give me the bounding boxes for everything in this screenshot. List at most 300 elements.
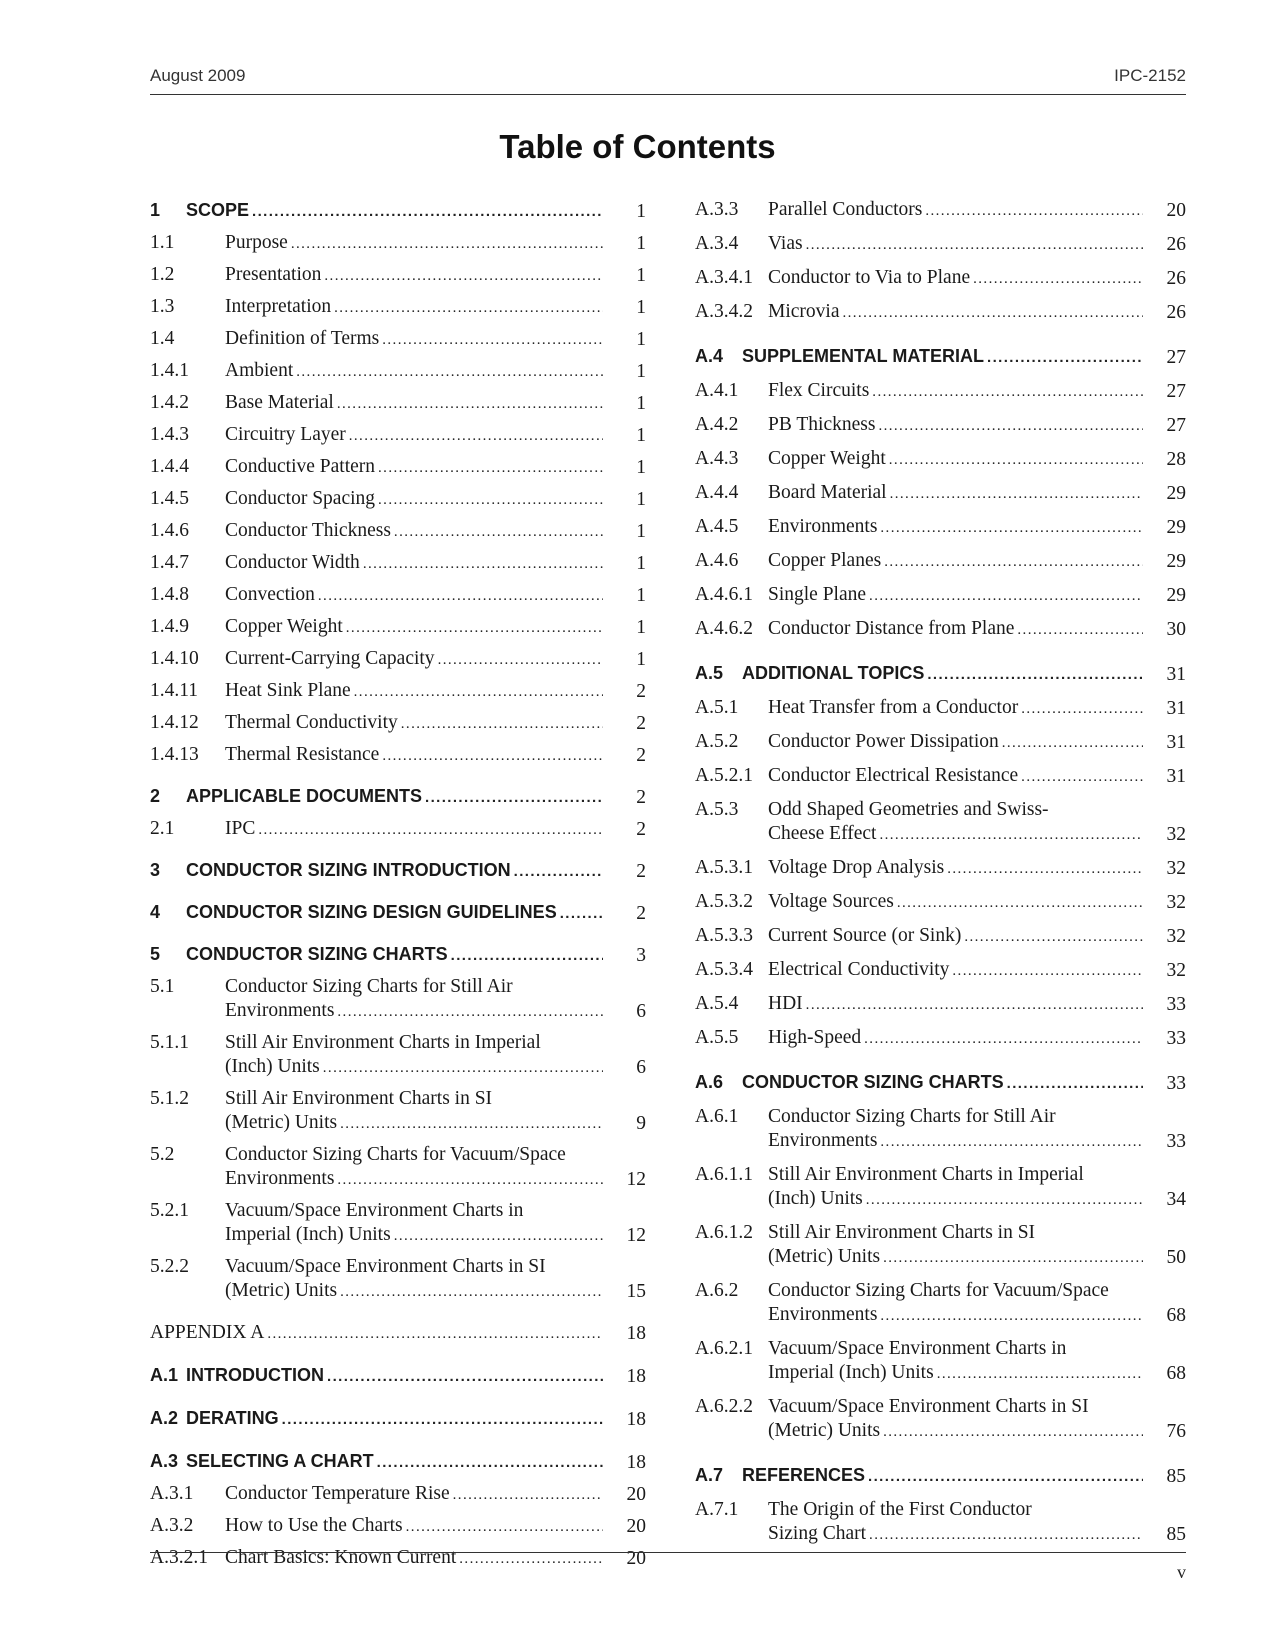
header-date: August 2009 [150,66,246,85]
entry-title [225,711,646,736]
footer-rule [150,1552,1186,1553]
toc-entry[interactable] [695,266,1186,291]
dot-leader [884,550,1143,574]
title-line [768,1419,1146,1444]
toc-right-column [695,198,1186,1547]
entry-title [186,198,646,224]
toc-entry[interactable] [150,359,646,384]
section-number: 1.4.3 [150,424,189,445]
page-ref: 12 [626,1169,646,1190]
toc-entry[interactable] [150,1546,646,1571]
entry-title [225,423,646,448]
section-number: 2.1 [150,818,175,839]
toc-entry[interactable] [150,519,646,544]
section-number: A.4.6 [695,550,739,571]
section-number: A.5.4 [695,993,739,1014]
entry-title [768,958,1186,983]
entry-title [186,784,646,810]
toc-entry[interactable] [150,1363,646,1389]
title-text: PB Thickness [768,414,876,435]
section-number: 5.1 [150,976,175,997]
title-text: ADDITIONAL TOPICS [742,663,925,683]
title-line [742,661,1146,687]
toc-entry[interactable] [695,300,1186,325]
title-text: Copper Planes [768,550,882,571]
section-number: A.2 [150,1408,179,1428]
section-number: A.4.3 [695,448,739,469]
dot-leader [337,1000,603,1024]
section-number: 5.2.2 [150,1256,189,1277]
toc-entry[interactable] [150,679,646,704]
entry-title [225,1031,646,1080]
title-text: Conductor Electrical Resistance [768,765,1019,786]
dot-leader [514,860,603,884]
title-line [768,696,1146,721]
page-ref: 18 [626,1366,646,1387]
title-text: Heat Sink Plane [225,680,351,701]
page-ref: 2 [636,861,646,882]
title-text: Conductor Width [225,552,360,573]
toc-entry[interactable] [695,617,1186,642]
title-text: REFERENCES [742,1465,866,1485]
entry-title [768,992,1186,1017]
title-line [742,1070,1146,1096]
section-number: 1.4.6 [150,520,189,541]
title-text: Environments [768,516,878,537]
entry-title [225,263,646,288]
page-ref: 32 [1166,858,1186,879]
title-line [768,1522,1146,1547]
title-line [768,1498,1146,1522]
title-line [225,1031,606,1055]
toc-entry[interactable] [150,975,646,1024]
page-ref: 29 [1166,483,1186,504]
page-ref: 1 [636,585,646,606]
title-line [225,391,606,416]
page-ref: 1 [636,425,646,446]
toc-entry[interactable] [150,1514,646,1539]
title-line [186,784,606,810]
page-ref: 31 [1166,766,1186,787]
title-text: APPLICABLE DOCUMENTS [186,786,423,806]
section-number: A.1 [150,1365,179,1385]
entry-title [225,1255,646,1304]
entry-title [186,1449,646,1475]
page-ref: 20 [626,1516,646,1537]
entry-title [768,890,1186,915]
entry-title [186,1363,646,1389]
page-ref: 26 [1166,302,1186,323]
title-line [768,198,1146,223]
title-line [186,858,606,884]
title-line [768,992,1146,1017]
dot-leader [883,1420,1143,1444]
title-line [768,583,1146,608]
title-text: Imperial (Inch) Units [768,1362,934,1383]
toc-entry[interactable] [695,1395,1186,1444]
entry-title [186,900,646,926]
title-text: (Metric) Units [225,1112,338,1133]
toc-entry[interactable] [150,423,646,448]
dot-leader [346,616,603,640]
page-ref: 12 [626,1225,646,1246]
title-text: Conductive Pattern [225,456,376,477]
entry-title [768,232,1186,257]
title-text: CONDUCTOR SIZING INTRODUCTION [186,860,511,880]
entry-title [742,1463,1186,1489]
title-text: Still Air Environment Charts in Imperial [225,1032,541,1053]
title-line [225,583,606,608]
dot-leader [349,424,603,448]
entry-title [225,679,646,704]
title-text: Environments [225,1000,335,1021]
toc-entry[interactable] [695,515,1186,540]
title-line [186,900,606,926]
title-text: (Metric) Units [225,1280,338,1301]
toc-left-column [150,198,646,1571]
title-text: How to Use the Charts [225,1515,403,1536]
section-number: A.5.3.1 [695,857,753,878]
title-text: Sizing Chart [768,1523,867,1544]
dot-leader [987,346,1143,370]
dot-leader [880,516,1143,540]
entry-title [768,1026,1186,1051]
title-text: CONDUCTOR SIZING CHARTS [742,1072,1004,1092]
toc-entry[interactable] [695,1337,1186,1386]
title-line [225,295,606,320]
title-line [768,549,1146,574]
dot-leader [864,1027,1143,1051]
page-ref: 27 [1166,415,1186,436]
toc-entry[interactable] [150,198,646,224]
toc-entry[interactable] [695,344,1186,370]
title-line [768,1221,1146,1245]
toc-entry[interactable] [150,327,646,352]
title-text: Circuitry Layer [225,424,346,445]
section-number: 3 [150,860,161,880]
toc-entry[interactable] [150,583,646,608]
dot-leader [340,1280,603,1304]
section-number: 1.4 [150,328,175,349]
section-number: A.5.2 [695,731,739,752]
page-ref: 1 [636,553,646,574]
title-text: Vacuum/Space Environment Charts in SI [225,1256,546,1277]
title-line [225,1087,606,1111]
dot-leader [1002,731,1143,755]
entry-title [225,1199,646,1248]
entry-title [768,1395,1186,1444]
dot-leader [340,1112,603,1136]
toc-entry[interactable] [695,1105,1186,1154]
toc-entry[interactable] [695,1463,1186,1489]
entry-title [768,300,1186,325]
dot-leader [880,1304,1143,1328]
toc-entry[interactable] [695,992,1186,1017]
toc-entry[interactable] [150,817,646,842]
title-line [768,1395,1146,1419]
entry-title [225,1514,646,1539]
toc-entry[interactable] [695,764,1186,789]
section-number: A.5.3.4 [695,959,753,980]
section-number: 1.4.1 [150,360,189,381]
toc-entry[interactable] [695,379,1186,404]
toc-entry[interactable] [695,413,1186,438]
section-number: A.5.3.2 [695,891,753,912]
page-ref: 27 [1166,347,1186,368]
entry-title [768,1279,1186,1328]
toc-entry[interactable] [695,958,1186,983]
title-text: Conductor Sizing Charts for Still Air [225,976,513,997]
title-text: Conductor Sizing Charts for Vacuum/Space [768,1280,1109,1301]
dot-leader [878,414,1143,438]
entry-title [225,1143,646,1192]
section-number: A.4.5 [695,516,739,537]
entry-title [225,1546,646,1571]
title-line [768,730,1146,755]
title-line [768,379,1146,404]
title-text: Single Plane [768,584,867,605]
toc-entry[interactable] [150,391,646,416]
page-ref: 85 [1166,1524,1186,1545]
section-number: A.4.6.2 [695,618,753,639]
page-ref: 3 [636,945,646,966]
dot-leader [952,959,1143,983]
entry-title [225,743,646,768]
section-number: A.3.2 [150,1515,194,1536]
page-ref: 33 [1166,994,1186,1015]
title-line [768,1279,1146,1303]
toc-entry[interactable] [150,263,646,288]
entry-title [225,295,646,320]
title-text: Conductor Spacing [225,488,376,509]
toc-entry[interactable] [150,784,646,810]
page-ref: 1 [636,329,646,350]
section-number: 1.4.2 [150,392,189,413]
section-number: A.5 [695,663,724,683]
entry-title [768,1337,1186,1386]
page-ref: 30 [1166,619,1186,640]
toc-entry[interactable] [150,1031,646,1080]
toc-entry[interactable] [695,696,1186,721]
title-line [225,423,606,448]
entry-title [768,198,1186,223]
toc-entry[interactable] [150,615,646,640]
toc-entry[interactable] [150,942,646,968]
toc-entry[interactable] [150,858,646,884]
page-ref: 20 [626,1484,646,1505]
toc-entry[interactable] [695,1279,1186,1328]
title-line [768,617,1146,642]
entry-title [150,1321,646,1346]
dot-leader [363,552,603,576]
entry-title [768,856,1186,881]
title-text: Heat Transfer from a Conductor [768,697,1019,718]
dot-leader [842,301,1143,325]
title-line [225,1167,606,1192]
dot-leader [354,680,603,704]
title-line [225,1223,606,1248]
title-text: Vias [768,233,803,254]
dot-leader [866,1188,1143,1212]
toc-entry[interactable] [695,1163,1186,1212]
section-number: 1.4.13 [150,744,199,765]
page-ref: 1 [636,233,646,254]
toc-entry[interactable] [150,231,646,256]
dot-leader [927,663,1143,687]
section-number: 1.1 [150,232,175,253]
toc-entry[interactable] [150,487,646,512]
title-line [225,1255,606,1279]
toc-entry[interactable] [695,1221,1186,1270]
toc-entry[interactable] [150,295,646,320]
title-text: Current Source (or Sink) [768,925,962,946]
section-number: A.6.2.1 [695,1338,753,1359]
toc-entry[interactable] [695,1070,1186,1096]
title-text: Vacuum/Space Environment Charts in SI [768,1396,1089,1417]
toc-entry[interactable] [695,798,1186,847]
toc-entry[interactable] [150,455,646,480]
toc-entry[interactable] [150,1482,646,1507]
entry-title [768,764,1186,789]
entry-title [225,583,646,608]
page-ref: 2 [636,819,646,840]
title-line [768,447,1146,472]
dot-leader [394,1224,603,1248]
entry-title [225,1087,646,1136]
toc-entry[interactable] [695,924,1186,949]
page-ref: 29 [1166,517,1186,538]
entry-title [768,1498,1186,1547]
title-text: High-Speed [768,1027,862,1048]
section-number: 1.4.5 [150,488,189,509]
dot-leader [869,1523,1143,1547]
toc-entry[interactable] [150,1087,646,1136]
dot-leader [1021,697,1143,721]
section-number: A.6.1.1 [695,1164,753,1185]
toc-entry[interactable] [695,890,1186,915]
entry-title [225,551,646,576]
entry-title [742,661,1186,687]
title-line [768,1129,1146,1154]
page-ref: 32 [1166,960,1186,981]
title-line [225,1546,606,1571]
title-line [225,487,606,512]
title-text: Odd Shaped Geometries and Swiss- [768,799,1049,820]
toc-entry[interactable] [695,549,1186,574]
entry-title [768,730,1186,755]
title-text: Thermal Conductivity [225,712,398,733]
section-number: 1.4.10 [150,648,199,669]
dot-leader [1007,1072,1143,1096]
title-line [768,1361,1146,1386]
section-number: 1.4.12 [150,712,199,733]
section-number: A.3.3 [695,199,739,220]
title-text: Conductor Power Dissipation [768,731,999,752]
entry-title [225,647,646,672]
section-number: 5.2.1 [150,1200,189,1221]
dot-leader [925,199,1143,223]
title-line [186,1363,606,1389]
title-line [768,481,1146,506]
toc-entry[interactable] [695,583,1186,608]
toc-entry[interactable] [150,1321,646,1346]
toc-entry[interactable] [150,900,646,926]
toc-entry[interactable] [695,198,1186,223]
toc-entry[interactable] [150,647,646,672]
title-line [768,856,1146,881]
section-number: A.5.3 [695,799,739,820]
page-ref: 31 [1166,698,1186,719]
toc-entry[interactable] [150,1199,646,1248]
section-number: 1.4.7 [150,552,189,573]
toc-entry[interactable] [150,1449,646,1475]
toc-entry[interactable] [695,730,1186,755]
title-line [768,413,1146,438]
section-number: 1 [150,200,161,220]
entry-title [225,817,646,842]
title-line [186,942,606,968]
title-line [225,615,606,640]
title-text: Conductor Sizing Charts for Vacuum/Space [225,1144,566,1165]
toc-entry[interactable] [150,1255,646,1304]
title-line [768,1163,1146,1187]
dot-leader [872,380,1143,404]
toc-entry[interactable] [695,481,1186,506]
title-line [768,822,1146,847]
section-number: 1.4.8 [150,584,189,605]
toc-entry[interactable] [150,1143,646,1192]
dot-leader [378,456,603,480]
page-ref: 1 [636,297,646,318]
section-number: A.3.4.2 [695,301,753,322]
section-number: 2 [150,786,161,806]
dot-leader [453,1483,603,1507]
toc-entry[interactable] [150,743,646,768]
page-ref: 31 [1166,664,1186,685]
dot-leader [806,233,1143,257]
toc-entry[interactable] [695,447,1186,472]
toc-entry[interactable] [695,232,1186,257]
entry-title [768,515,1186,540]
dot-leader [937,1362,1143,1386]
page-number: v [1177,1562,1186,1582]
page-ref: 18 [626,1323,646,1344]
toc-entry[interactable] [695,661,1186,687]
title-text: Microvia [768,301,840,322]
toc-entry[interactable] [150,1406,646,1432]
page-ref: 1 [636,361,646,382]
dot-leader [318,584,603,608]
entry-title [225,327,646,352]
title-text: DERATING [186,1408,279,1428]
toc-entry[interactable] [150,551,646,576]
title-line [225,1111,606,1136]
page-ref: 1 [636,521,646,542]
title-line [742,344,1146,370]
toc-entry[interactable] [695,1026,1186,1051]
toc-entry[interactable] [695,856,1186,881]
title-text: Parallel Conductors [768,199,923,220]
page-ref: 20 [626,1548,646,1569]
title-text: INTRODUCTION [186,1365,324,1385]
entry-title [768,696,1186,721]
title-line [768,958,1146,983]
title-line [225,679,606,704]
title-line [768,1187,1146,1212]
title-text: Conductor to Via to Plane [768,267,971,288]
toc-entry[interactable] [150,711,646,736]
toc-entry[interactable] [695,1498,1186,1547]
